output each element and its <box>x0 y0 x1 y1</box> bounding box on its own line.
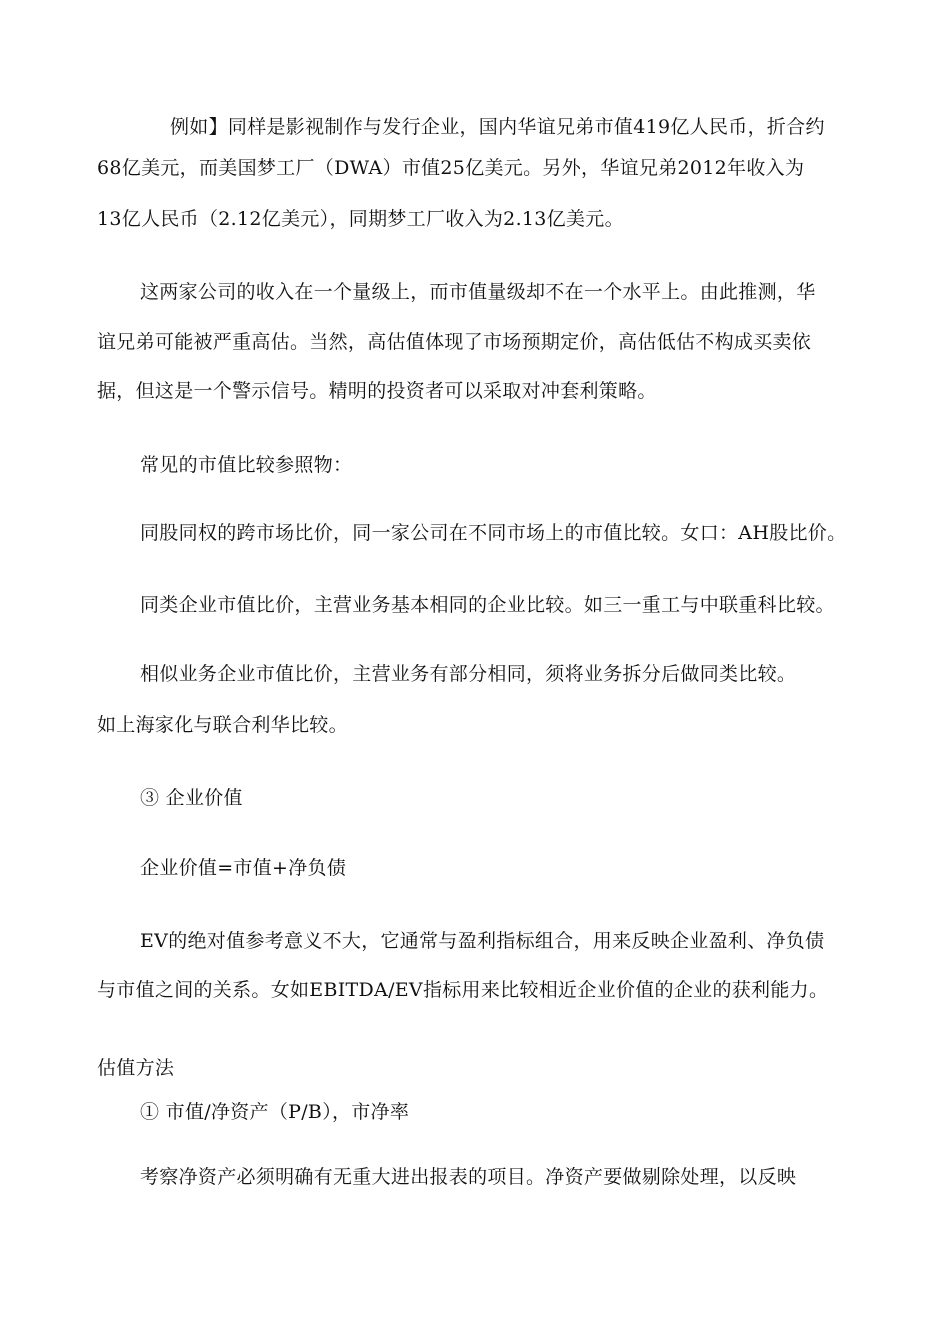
paragraph-line: 如上海家化与联合利华比较。 <box>97 714 348 736</box>
paragraph-line: 谊兄弟可能被严重高估。当然，高估值体现了市场预期定价，高估低估不构成买卖依 <box>97 331 812 353</box>
paragraph-line: 同类企业市值比价，主营业务基本相同的企业比较。如三一重工与中联重科比较。 <box>140 594 835 616</box>
section-heading: ③ 企业价值 <box>140 787 243 809</box>
paragraph-line: 考察净资产必须明确有无重大进出报表的项目。净资产要做剔除处理，以反映 <box>140 1166 797 1188</box>
paragraph-line: 同股同权的跨市场比价，同一家公司在不同市场上的市值比较。女口：AH股比价。 <box>140 522 847 544</box>
paragraph-line: 相似业务企业市值比价，主营业务有部分相同，须将业务拆分后做同类比较。 <box>140 663 797 685</box>
paragraph-line: EV的绝对值参考意义不大，它通常与盈利指标组合，用来反映企业盈利、净负债 <box>140 930 825 952</box>
paragraph-line: 这两家公司的收入在一个量级上，而市值量级却不在一个水平上。由此推测，华 <box>140 281 816 303</box>
section-heading: 估值方法 <box>97 1057 175 1079</box>
paragraph-line: 68亿美元，而美国梦工厂（DWA）市值25亿美元。另外，华谊兄弟2012年收入为 <box>97 157 805 179</box>
paragraph-line: 据，但这是一个警示信号。精明的投资者可以采取对冲套利策略。 <box>97 380 657 402</box>
paragraph-line: 与市值之间的关系。女如EBITDA/EV指标用来比较相近企业价值的企业的获利能力。 <box>97 979 829 1001</box>
paragraph-line: 例如】同样是影视制作与发行企业，国内华谊兄弟市值419亿人民币，折合约 <box>170 116 825 138</box>
section-heading: ① 市值/净资产（P/B），市净率 <box>140 1101 410 1123</box>
formula-line: 企业价值=市值+净负债 <box>140 857 347 879</box>
paragraph-line: 常见的市值比较参照物： <box>140 454 353 476</box>
paragraph-line: 13亿人民币（2.12亿美元），同期梦工厂收入为2.13亿美元。 <box>97 208 624 230</box>
